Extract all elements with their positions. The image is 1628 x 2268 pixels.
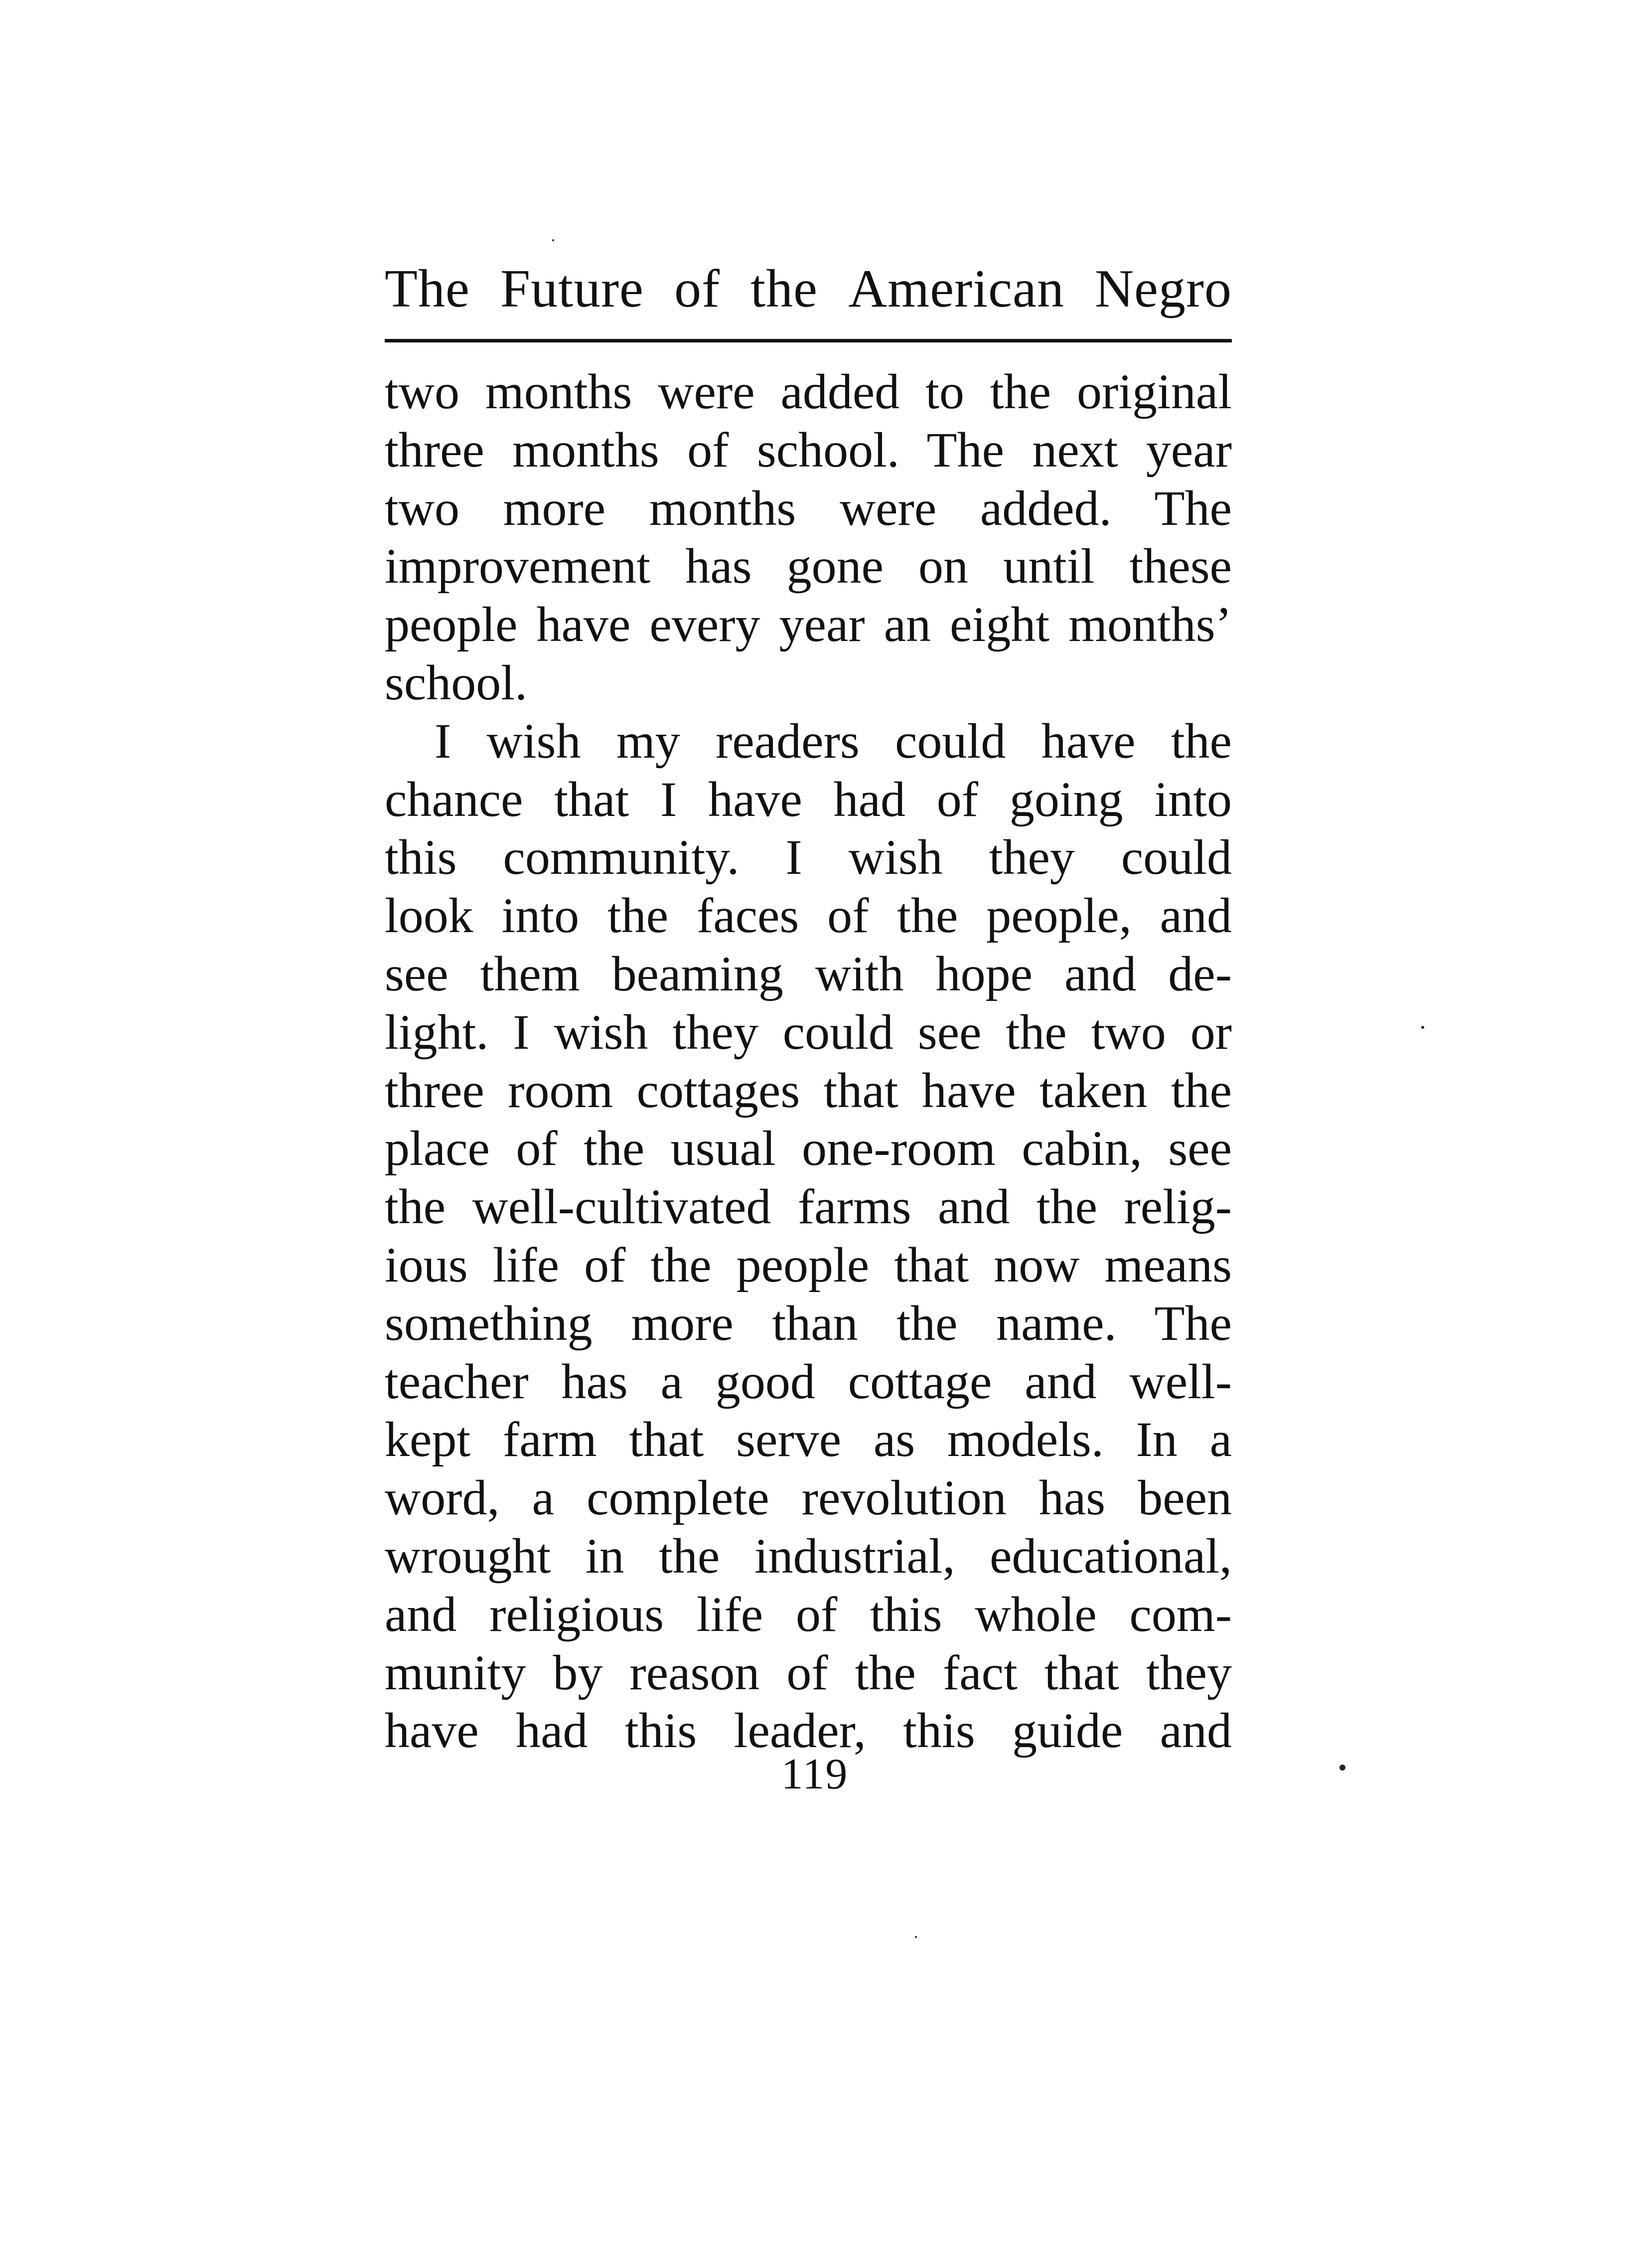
text-line: this community. I wish they could xyxy=(385,829,1232,885)
text-line: light. I wish they could see the two or xyxy=(385,1004,1232,1060)
text-line: munity by reason of the fact that they xyxy=(385,1644,1232,1700)
running-head xyxy=(385,254,1232,324)
text-line: I wish my readers could have the xyxy=(435,713,1232,769)
running-head-word: Future xyxy=(500,259,644,319)
text-line: chance that I have had of going into xyxy=(385,771,1232,827)
text-line: see them beaming with hope and de- xyxy=(385,946,1232,1001)
page-number: 119 xyxy=(781,1750,849,1798)
text-line: ious life of the people that now means xyxy=(385,1237,1232,1293)
text-line: and religious life of this whole com- xyxy=(385,1586,1232,1642)
text-line: the well-cultivated farms and the relig- xyxy=(385,1179,1232,1235)
text-line: kept farm that serve as models. In a xyxy=(385,1412,1232,1467)
scan-speck xyxy=(1339,1765,1345,1771)
text-line: two more months were added. The xyxy=(385,480,1232,536)
text-line: school. xyxy=(385,654,528,710)
text-line: teacher has a good cottage and well- xyxy=(385,1353,1232,1409)
running-head-word: Negro xyxy=(1095,259,1232,319)
scan-speck xyxy=(915,1936,917,1938)
text-line: three months of school. The next year xyxy=(385,422,1232,478)
running-head-word: the xyxy=(750,259,818,319)
running-head-word: of xyxy=(674,259,721,319)
header-rule xyxy=(385,339,1232,342)
scan-speck xyxy=(1421,1026,1424,1029)
running-head-word: American xyxy=(848,259,1064,319)
text-line: people have every year an eight months’ xyxy=(385,597,1232,652)
text-line: two months were added to the original xyxy=(385,364,1232,419)
body-text xyxy=(385,363,1232,1760)
text-line: improvement has gone on until these xyxy=(385,538,1232,594)
text-line: three room cottages that have taken the xyxy=(385,1062,1232,1118)
text-line: look into the faces of the people, and xyxy=(385,888,1232,944)
text-line: have had this leader, this guide and xyxy=(385,1703,1232,1759)
text-line: word, a complete revolution has been xyxy=(385,1470,1232,1526)
running-head-word: The xyxy=(385,259,470,319)
text-line: something more than the name. The xyxy=(385,1295,1232,1351)
text-line: place of the usual one-room cabin, see xyxy=(385,1121,1232,1176)
text-line: wrought in the industrial, educational, xyxy=(385,1528,1232,1584)
scan-speck xyxy=(552,239,554,241)
